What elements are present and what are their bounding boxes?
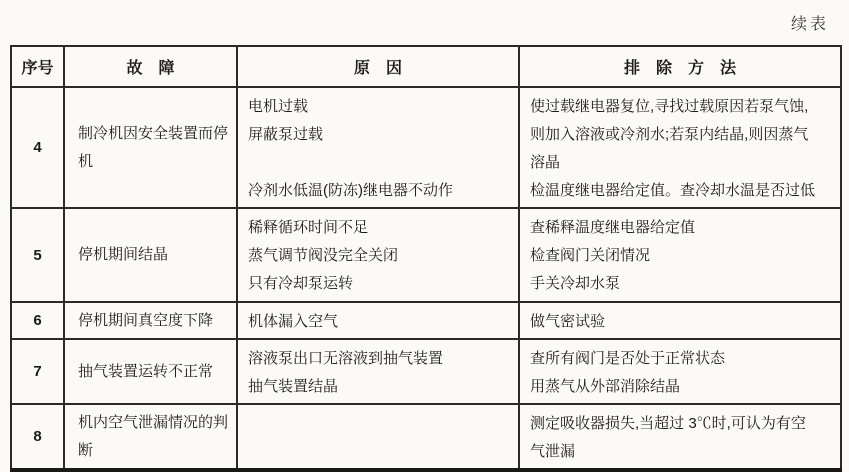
remedy-cell <box>519 302 841 339</box>
cell-line: 用蒸气从外部消除结晶 <box>530 378 681 395</box>
table-row <box>11 339 841 404</box>
row-number-cell <box>11 87 64 208</box>
cell-line: 稀释循环时间不足 <box>248 219 369 236</box>
cell-line: 查所有阀门是否处于正常状态 <box>530 350 726 367</box>
cause-cell <box>237 339 519 404</box>
cause-cell <box>237 87 519 208</box>
header-fault: 故 障 <box>64 46 237 87</box>
cell-line: 检查阀门关闭情况 <box>530 247 651 264</box>
header-cause: 原 因 <box>237 46 519 87</box>
row-number: 5 <box>33 246 42 264</box>
cause-cell <box>237 302 519 339</box>
fault-text: 制冷机因安全装置而停机 <box>78 124 229 170</box>
table-row <box>11 208 841 302</box>
row-number-cell <box>11 339 64 404</box>
fault-cell <box>64 339 237 404</box>
table-row <box>11 302 841 339</box>
cell-line: 测定吸收器损失,当超过 3℃时,可认为有空 <box>530 415 806 432</box>
row-number: 7 <box>33 363 42 380</box>
table-body <box>11 87 841 470</box>
fault-cell <box>64 208 237 302</box>
fault-cell <box>64 87 237 208</box>
cell-line: 溶液泵出口无溶液到抽气装置 <box>248 350 444 367</box>
fault-cell <box>64 302 237 339</box>
remedy-cell <box>519 404 841 470</box>
remedy-cell <box>519 87 841 208</box>
table-row <box>11 87 841 208</box>
cell-line: 做气密试验 <box>530 313 606 330</box>
cell-line: 溶晶 <box>530 154 561 171</box>
cell-line: 手关冷却水泵 <box>530 275 621 292</box>
cell-line: 气泄漏 <box>530 443 576 460</box>
cell-line: 查稀释温度继电器给定值 <box>530 219 696 236</box>
cell-line <box>248 149 512 177</box>
cell-line: 屏蔽泵过载 <box>248 126 324 143</box>
cause-cell <box>237 208 519 302</box>
cell-line: 冷剂水低温(防冻)继电器不动作 <box>248 182 453 199</box>
continued-table-label: 续表 <box>790 16 829 33</box>
fault-cell <box>64 404 237 470</box>
cell-line: 蒸气调节阀没完全关闭 <box>248 247 399 264</box>
cell-line: 检温度继电器给定值。查冷却水温是否过低 <box>530 182 816 199</box>
row-number-cell <box>11 404 64 470</box>
cell-line: 电机过载 <box>248 98 309 115</box>
cell-line: 只有冷却泵运转 <box>248 275 354 292</box>
row-number: 6 <box>33 312 42 329</box>
fault-text: 机内空气泄漏情况的判断 <box>78 413 229 459</box>
table-header <box>11 46 841 87</box>
cell-line: 使过载继电器复位,寻找过载原因若泵气蚀, <box>530 98 809 115</box>
row-number: 8 <box>33 428 42 445</box>
row-number-cell <box>11 208 64 302</box>
fault-text: 停机期间真空度下降 <box>78 311 214 329</box>
cell-line: 抽气装置结晶 <box>248 378 339 395</box>
header-row <box>11 46 841 87</box>
header-serial-number: 序号 <box>11 46 64 87</box>
row-number-cell <box>11 302 64 339</box>
row-number: 4 <box>33 139 42 156</box>
remedy-cell <box>519 208 841 302</box>
cell-line: 则加入溶液或冷剂水;若泵内结晶,则因蒸气 <box>530 126 809 143</box>
fault-text: 停机期间结晶 <box>78 246 169 263</box>
fault-text: 抽气装置运转不正常 <box>78 362 214 380</box>
table-row <box>11 404 841 470</box>
fault-table <box>10 45 842 472</box>
remedy-cell <box>519 339 841 404</box>
cell-line: 机体漏入空气 <box>248 313 339 330</box>
header-remedy: 排 除 方 法 <box>519 46 841 87</box>
cause-cell <box>237 404 519 470</box>
